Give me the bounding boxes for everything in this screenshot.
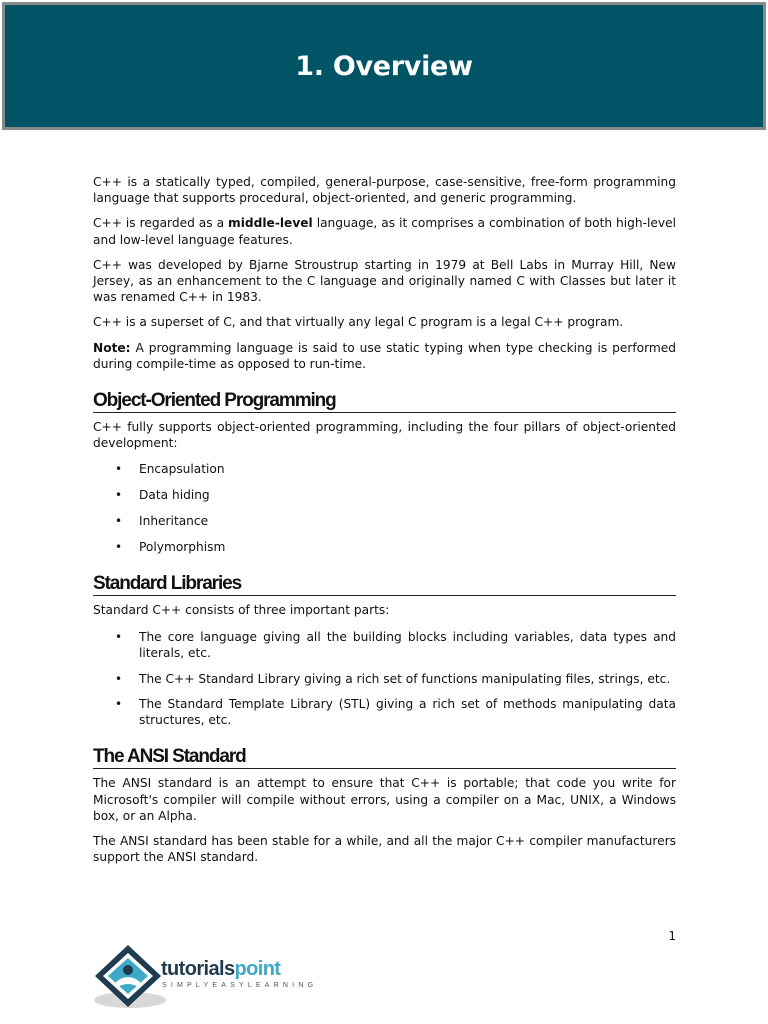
middle-level-term: middle-level xyxy=(228,216,313,231)
logo-word-main: tutorials xyxy=(161,958,235,980)
ansi-paragraph-2: The ANSI standard has been stable for a while, and all the major C++ compiler manufacturers support the ANSI standard. xyxy=(93,834,676,865)
note-paragraph xyxy=(93,340,676,372)
logo-word-accent: point xyxy=(234,958,281,980)
intro-paragraph-4: C++ is a superset of C, and that virtually any legal C program is a legal C++ program. xyxy=(93,315,624,330)
chapter-banner xyxy=(2,2,766,130)
intro-paragraph-2 xyxy=(93,215,676,247)
stdlib-list xyxy=(93,629,676,728)
section-heading-stdlib: Standard Libraries xyxy=(93,576,676,596)
stdlib-intro: Standard C++ consists of three important parts: xyxy=(93,603,390,618)
intro-p2-text-end: language, as it comprises a combination of both high-level and low-level language features. xyxy=(93,216,676,247)
logo-wordmark xyxy=(161,958,280,981)
intro-paragraph-1: C++ is a statically typed, compiled, general-purpose, case-sensitive, free-form programming language that supports procedural, object-oriented, and generic programming. xyxy=(93,175,676,206)
section-heading-ansi: The ANSI Standard xyxy=(93,749,676,769)
note-text: A programming language is said to use static typing when type checking is performed during compile-time as opposed to run-time. xyxy=(93,340,676,371)
document-body xyxy=(93,174,676,874)
list-item: • The Standard Template Library (STL) giving a rich set of methods manipulating data structures, etc. xyxy=(93,696,676,728)
list-item: • Data hiding xyxy=(93,487,676,503)
list-item: • The C++ Standard Library giving a rich set of functions manipulating files, strings, etc. xyxy=(93,671,676,687)
ansi-paragraph-1: The ANSI standard is an attempt to ensure that C++ is portable; that code you write for Microsoft's compiler will compile without errors, using a compiler on a Mac, UNIX, a Windows box, or an Alpha. xyxy=(93,776,676,823)
note-label: Note: xyxy=(93,340,131,355)
logo-tagline: SIMPLYEASYLEARNING xyxy=(162,982,318,989)
page-number: 1 xyxy=(668,929,676,943)
section-heading-oop: Object-Oriented Programming xyxy=(93,393,676,413)
oop-list xyxy=(93,461,676,555)
oop-intro: C++ fully supports object-oriented programming, including the four pillars of object-oriented development: xyxy=(93,420,676,451)
list-item: • Encapsulation xyxy=(93,461,676,477)
intro-p2-text: C++ is regarded as a xyxy=(93,216,229,231)
list-item: • Polymorphism xyxy=(93,539,676,555)
list-item: • Inheritance xyxy=(93,513,676,529)
list-item: • The core language giving all the building blocks including variables, data types and literals, etc. xyxy=(93,629,676,661)
chapter-title: 1. Overview xyxy=(295,50,473,82)
intro-paragraph-3: C++ was developed by Bjarne Stroustrup starting in 1979 at Bell Labs in Murray Hill, New Jersey, as an enhancement to the C language and originally named C with Classes but later it was renamed C++ in 1983. xyxy=(93,257,676,305)
